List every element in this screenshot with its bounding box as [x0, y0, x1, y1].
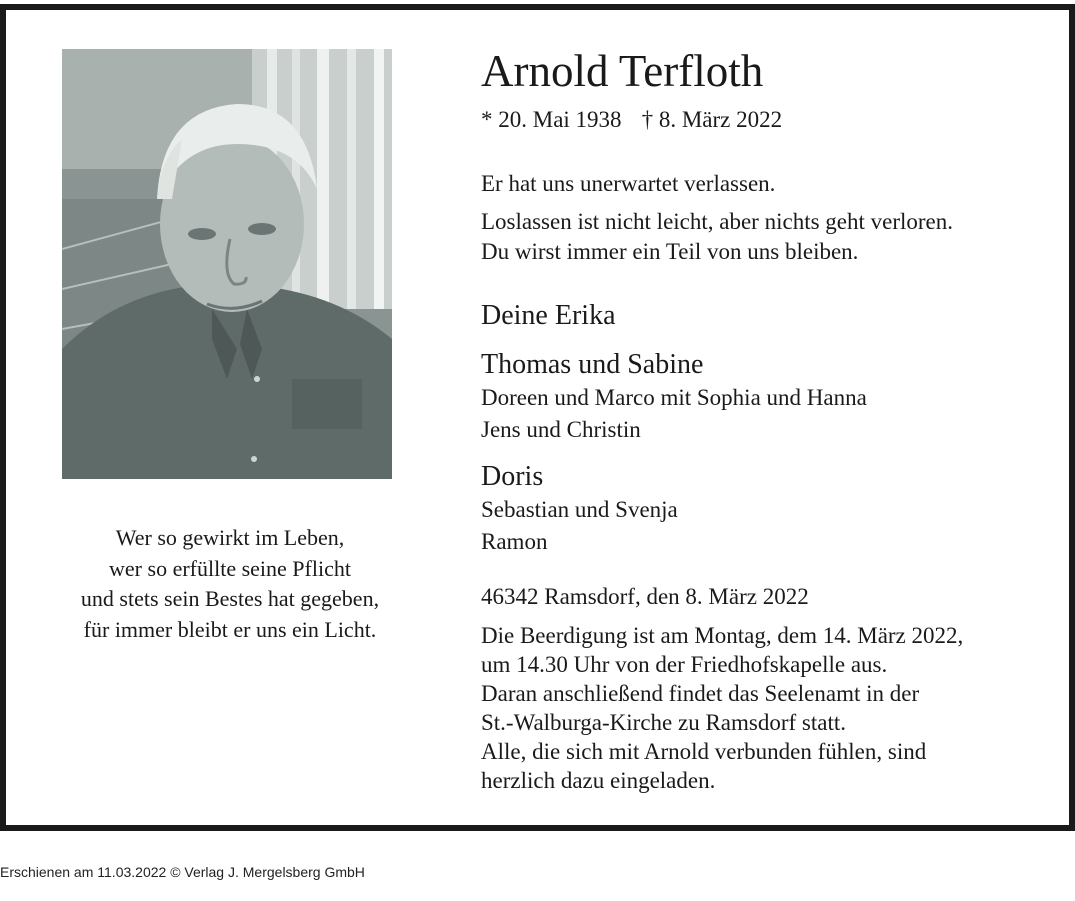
portrait-photo — [62, 49, 392, 479]
death-date: † 8. März 2022 — [641, 107, 783, 132]
funeral-line: Die Beerdigung ist am Montag, dem 14. März 2022, — [481, 623, 964, 648]
funeral-line: St.-Walburga-Kirche zu Ramsdorf statt. — [481, 710, 846, 735]
mourner-line: Sebastian und Svenja — [481, 497, 678, 522]
funeral-line: herzlich dazu eingeladen. — [481, 768, 716, 793]
mourner-line: Ramon — [481, 529, 548, 554]
poem-line: wer so erfüllte seine Pflicht — [109, 555, 351, 581]
deceased-name: Arnold Terfloth — [481, 46, 764, 96]
mourner-group-2 — [481, 461, 678, 557]
poem-line: Wer so gewirkt im Leben, — [115, 525, 345, 550]
verse — [481, 207, 953, 267]
poem-line: für immer bleibt er uns ein Licht. — [83, 616, 377, 642]
funeral-line: Daran anschließend findet das Seelenamt in der — [481, 681, 920, 706]
mourner-spouse: Deine Erika — [481, 300, 616, 331]
obituary-notice — [0, 4, 1075, 831]
poem-line: und stets sein Bestes hat gegeben, — [80, 586, 380, 611]
place-date: 46342 Ramsdorf, den 8. März 2022 — [481, 584, 809, 609]
mourner-group-head: Thomas und Sabine — [481, 349, 704, 380]
mourner-group-head: Doris — [481, 461, 544, 492]
memorial-poem — [20, 523, 440, 645]
funeral-line: Alle, die sich mit Arnold verbunden fühlen, sind — [481, 739, 927, 764]
mourner-group-1 — [481, 349, 867, 445]
publication-footer: Erschienen am 11.03.2022 © Verlag J. Mergelsberg GmbH — [0, 864, 365, 880]
mourner-line: Doreen und Marco mit Sophia und Hanna — [481, 385, 867, 410]
funeral-line: um 14.30 Uhr von der Friedhofskapelle aus. — [481, 652, 888, 677]
intro-text: Er hat uns unerwartet verlassen. — [481, 171, 776, 196]
life-dates — [481, 107, 782, 133]
funeral-info — [481, 621, 963, 795]
mourner-line: Jens und Christin — [481, 417, 641, 442]
verse-line: Loslassen ist nicht leicht, aber nichts geht verloren. — [481, 209, 954, 234]
birth-date: * 20. Mai 1938 — [481, 107, 622, 132]
verse-line: Du wirst immer ein Teil von uns bleiben. — [481, 239, 859, 264]
